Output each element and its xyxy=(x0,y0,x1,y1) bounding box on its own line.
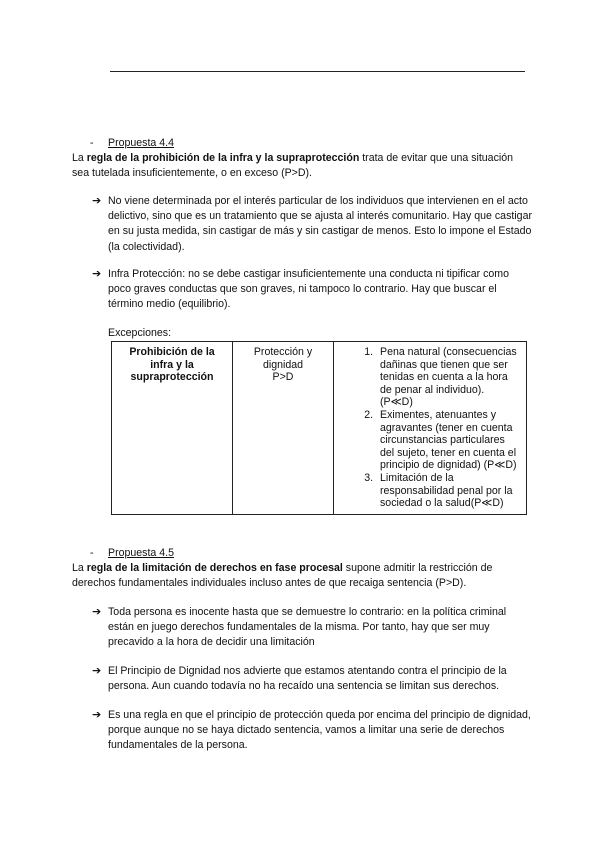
top-divider-line xyxy=(110,71,525,72)
list-dash: - xyxy=(90,547,94,559)
bullet-item xyxy=(92,708,532,754)
list-item: 1. Pena natural (consecuencias dañinas que tienen que ser tenidas en cuenta a la hora de penar al individuo). (P≪D) xyxy=(376,346,520,409)
bullet-text: El Principio de Dignidad nos advierte que estamos atentando contra el principio de la persona. Aun cuando todavía no ha recaído una sentencia se limitan sus derechos. xyxy=(108,665,507,693)
heading-title: Propuesta 4.4 xyxy=(108,137,174,149)
table-cell-rule: Prohibición de la infra y la supraprotección xyxy=(112,342,233,515)
table-cell-principle xyxy=(233,342,334,515)
arrow-icon: ➔ xyxy=(92,606,102,618)
intro-rest: trata de evitar que una situación sea tutelada insuficientemente, o en exceso (P>D). xyxy=(72,152,514,180)
intro-rest: supone admitir la restricción de derechos fundamentales individuales incluso antes de que recaiga sentencia (P>D). xyxy=(72,562,493,590)
arrow-icon: ➔ xyxy=(92,709,102,721)
principle-label: Protección y dignidad xyxy=(253,346,313,371)
list-item: 3. Limitación de la responsabilidad penal por la sociedad o la salud(P≪D) xyxy=(376,472,520,510)
bullet-item xyxy=(92,664,532,694)
bullet-text: Infra Protección: no se debe castigar insuficientemente una conducta ni tipificar como poco graves conductas que son graves, ni tampoco lo contrario. Hay que buscar el término medio (equilibrio). xyxy=(108,268,510,311)
intro-bold-term: regla de la limitación de derechos en fase procesal xyxy=(86,562,343,574)
bullet-text: Es una regla en que el principio de protección queda por encima del principio de dignidad, porque aunque no se haya dictado sentencia, vamos a limitar una serie de derechos fundamentales de la persona. xyxy=(108,709,531,752)
bullet-item xyxy=(92,194,532,255)
intro-paragraph-4-5 xyxy=(72,561,532,591)
arrow-icon: ➔ xyxy=(92,195,102,207)
list-item: 2. Eximentes, atenuantes y agravantes (tener en cuenta circunstancias particulares del sujeto, tener en cuenta el principio de dignidad) (P≪D) xyxy=(376,409,520,472)
bullet-text: No viene determinada por el interés particular de los individuos que intervienen en el acto delictivo, sino que es un tratamiento que se ajusta al interés comunitario. Hay que castigar en su justa medida, sin castigar de más y sin castigar de menos. Esto lo impone el Estado (la colectividad). xyxy=(108,195,532,253)
intro-lead: La xyxy=(72,152,87,164)
arrow-icon: ➔ xyxy=(92,268,102,280)
section-heading-4-5 xyxy=(90,546,174,561)
section-heading-4-4 xyxy=(90,136,174,151)
intro-paragraph-4-4 xyxy=(72,151,532,181)
intro-lead: La xyxy=(72,562,87,574)
table-row xyxy=(112,342,527,515)
principle-relation: P>D xyxy=(272,371,294,384)
arrow-icon: ➔ xyxy=(92,665,102,677)
heading-title: Propuesta 4.5 xyxy=(108,547,174,559)
table-cell-exceptions xyxy=(334,342,527,515)
bullet-item xyxy=(92,267,532,313)
exceptions-list xyxy=(340,346,520,510)
list-dash: - xyxy=(90,137,94,149)
intro-bold-term: regla de la prohibición de la infra y la supraprotección xyxy=(86,152,360,164)
exceptions-table xyxy=(111,341,527,515)
bullet-item xyxy=(92,605,532,651)
bullet-text: Toda persona es inocente hasta que se demuestre lo contrario: en la política criminal están en juego derechos fundamentales de la misma. Por tanto, hay que ser muy precavido a la hora de decidir una limitación xyxy=(108,606,507,649)
exceptions-label: Excepciones: xyxy=(108,327,172,339)
